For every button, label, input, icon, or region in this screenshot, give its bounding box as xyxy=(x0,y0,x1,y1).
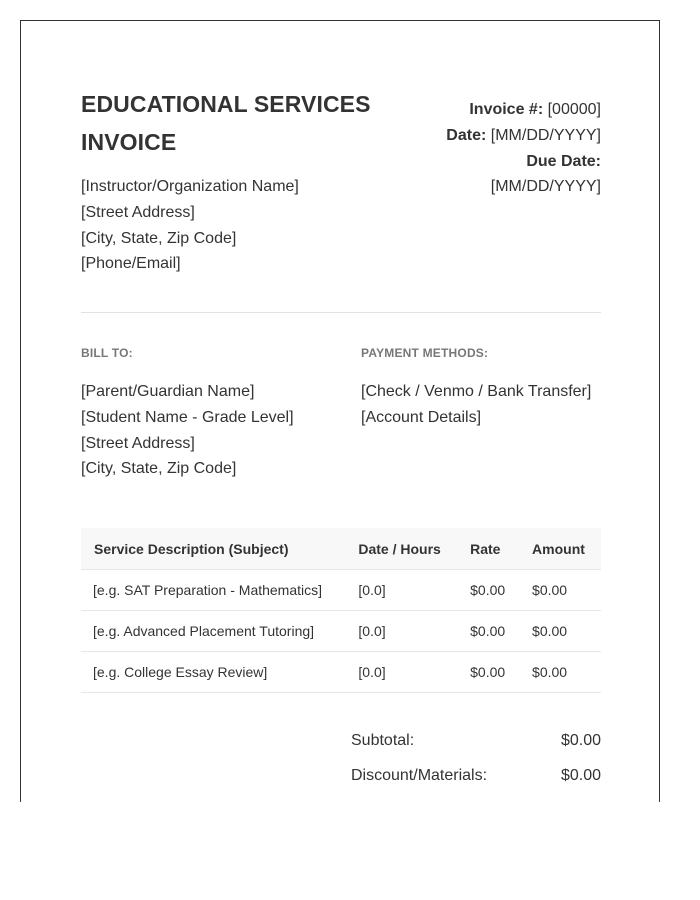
discount-value: $0.00 xyxy=(560,767,601,784)
services-table xyxy=(81,528,601,693)
invoice-number-value: [00000] xyxy=(547,101,601,118)
payment-account: [Account Details] xyxy=(361,408,482,426)
header-rate: Rate xyxy=(470,528,532,570)
bill-to-label: BILL TO: xyxy=(81,346,133,360)
table-row xyxy=(81,570,601,611)
invoice-number xyxy=(401,97,601,123)
row-hours: [0.0] xyxy=(358,570,470,611)
subtotal-value: $0.00 xyxy=(560,732,601,749)
bill-to-details xyxy=(81,379,294,482)
row-description: [e.g. College Essay Review] xyxy=(81,652,358,693)
from-contact: [Phone/Email] xyxy=(81,255,181,273)
header-date-hours: Date / Hours xyxy=(358,528,470,570)
table-row xyxy=(81,652,601,693)
bill-to-parent: [Parent/Guardian Name] xyxy=(81,383,255,400)
invoice-meta xyxy=(401,97,601,200)
from-name: [Instructor/Organization Name] xyxy=(81,178,299,195)
invoice-number-label: Invoice #: xyxy=(469,101,544,118)
invoice-page xyxy=(20,20,660,802)
header-description: Service Description (Subject) xyxy=(81,528,358,570)
from-address xyxy=(81,174,299,277)
invoice-date-label: Date: xyxy=(446,126,487,144)
invoice-date-value: [MM/DD/YYYY] xyxy=(490,126,601,144)
title-line-1: EDUCATIONAL SERVICES xyxy=(81,91,371,117)
payment-details xyxy=(361,379,591,431)
row-amount: $0.00 xyxy=(532,570,601,611)
discount-label: Discount/Materials: xyxy=(351,767,488,784)
subtotal-label: Subtotal: xyxy=(351,732,415,749)
row-amount: $0.00 xyxy=(532,611,601,652)
due-date-label: Due Date: xyxy=(526,152,601,170)
row-description: [e.g. SAT Preparation - Mathematics] xyxy=(81,570,358,611)
row-rate: $0.00 xyxy=(470,611,532,652)
row-hours: [0.0] xyxy=(358,652,470,693)
row-amount: $0.00 xyxy=(532,652,601,693)
invoice-title xyxy=(81,85,411,161)
from-street: [Street Address] xyxy=(81,203,195,221)
payment-method: [Check / Venmo / Bank Transfer] xyxy=(361,383,592,400)
invoice-date xyxy=(401,123,601,149)
subtotal-row xyxy=(351,729,601,764)
due-date xyxy=(401,149,601,175)
row-hours: [0.0] xyxy=(358,611,470,652)
table-row xyxy=(81,611,601,652)
bill-to-student: [Student Name - Grade Level] xyxy=(81,408,294,426)
row-description: [e.g. Advanced Placement Tutoring] xyxy=(81,611,358,652)
bill-to-city: [City, State, Zip Code] xyxy=(81,460,237,478)
discount-row xyxy=(351,764,601,799)
row-rate: $0.00 xyxy=(470,652,532,693)
row-rate: $0.00 xyxy=(470,570,532,611)
bill-to-street: [Street Address] xyxy=(81,434,195,452)
header-amount: Amount xyxy=(532,528,601,570)
table-header-row xyxy=(81,528,601,570)
payment-methods-label: PAYMENT METHODS: xyxy=(361,346,489,360)
due-date-value: [MM/DD/YYYY] xyxy=(490,178,601,196)
title-line-2: INVOICE xyxy=(81,129,177,155)
from-city: [City, State, Zip Code] xyxy=(81,229,237,247)
totals-section xyxy=(351,729,601,799)
section-divider xyxy=(81,312,601,313)
